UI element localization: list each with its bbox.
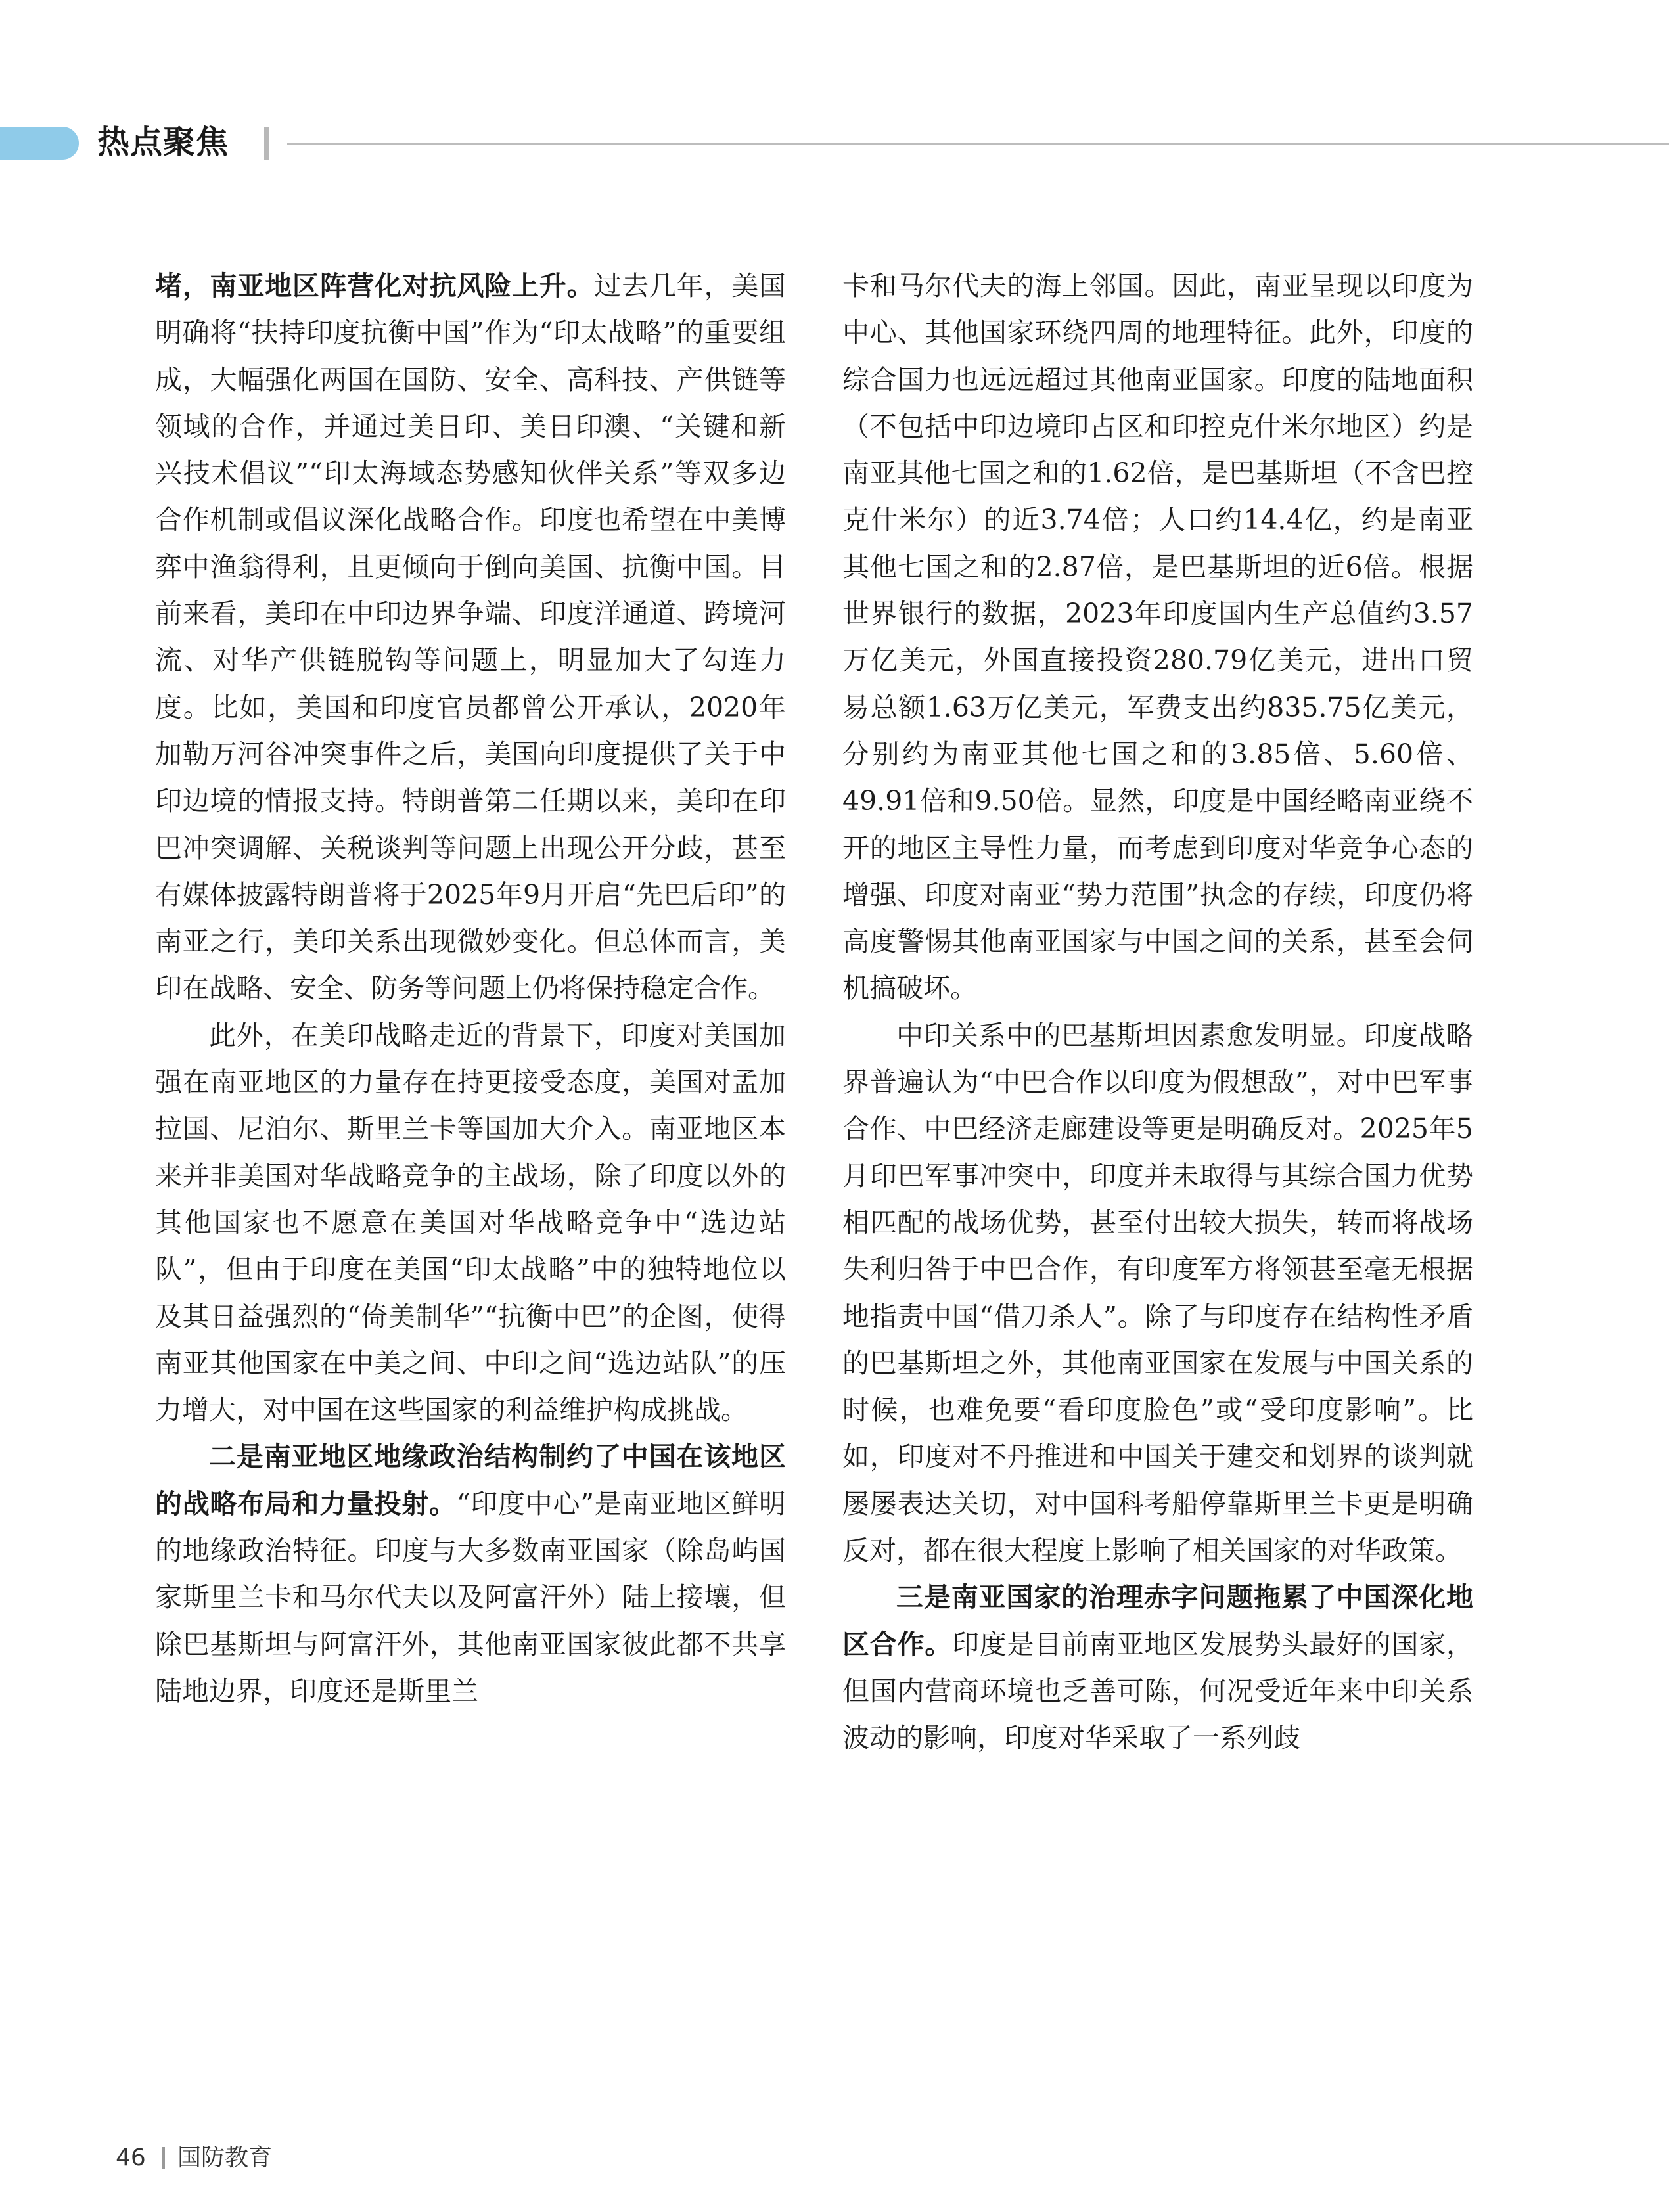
paragraph-lead: 三是南亚国家的治理赤字问题拖累了中国深化地区合作。 bbox=[842, 1581, 1473, 1660]
paragraph-lead: 二是南亚地区地缘政治结构制约了中国在该地区的战略布局和力量投射。 bbox=[155, 1441, 786, 1520]
header-accent-bar bbox=[0, 127, 79, 160]
section-title: 热点聚焦 bbox=[97, 124, 229, 161]
page-number: 46 bbox=[116, 2144, 146, 2171]
paragraph-text: 卡和马尔代夫的海上邻国。因此，南亚呈现以印度为中心、其他国家环绕四周的地理特征。此外，印度的综合国力也远远超过其他南亚国家。印度的陆地面积（不包括中印边境印占区和印控克什米尔地区）约是南亚其他七国之和的1.62倍，是巴基斯坦（不含巴控克什米尔）的近3.74倍；人口约14.4亿，约是南亚其他七国之和的2.87倍，是巴基斯坦的近6倍。根据世界银行的数据，2023年印度国内生产总值约3.57万亿美元，外国直接投资280.79亿美元，进出口贸易总额1.63万亿美元，军费支出约835.75亿美元，分别约为南亚其他七国之和的3.85倍、5.60倍、49.91倍和9.50倍。显然，印度是中国经略南亚绕不开的地区主导性力量，而考虑到印度对华竞争心态的增强、印度对南亚“势力范围”执念的存续，印度仍将高度警惕其他南亚国家与中国之间的关系，甚至会伺机搞破坏。 bbox=[842, 270, 1473, 1004]
paragraph bbox=[842, 263, 1473, 1012]
paragraph-text: “印度中心”是南亚地区鲜明的地缘政治特征。印度与大多数南亚国家（除岛屿国家斯里兰卡和马尔代夫以及阿富汗外）陆上接壤，但除巴基斯坦与阿富汗外，其他南亚国家彼此都不共享陆地边界，印度还是斯里兰 bbox=[155, 1487, 787, 1707]
header-divider bbox=[264, 127, 269, 160]
paragraph bbox=[842, 1574, 1473, 1761]
paragraph-text: 过去几年，美国明确将“扶持印度抗衡中国”作为“印太战略”的重要组成，大幅强化两国在国防、安全、高科技、产供链等领域的合作，并通过美日印、美日印澳、“关键和新兴技术倡议”“印太海域态势感知伙伴关系”等双多边合作机制或倡议深化战略合作。印度也希望在中美博弈中渔翁得利，且更倾向于倒向美国、抗衡中国。目前来看，美印在中印边界争端、印度洋通道、跨境河流、对华产供链脱钩等问题上，明显加大了勾连力度。比如，美国和印度官员都曾公开承认，2020年加勒万河谷冲突事件之后，美国向印度提供了关于中印边境的情报支持。特朗普第二任期以来，美印在印巴冲突调解、关税谈判等问题上出现公开分歧，甚至有媒体披露特朗普将于2025年9月开启“先巴后印”的南亚之行，美印关系出现微妙变化。但总体而言，美印在战略、安全、防务等问题上仍将保持稳定合作。 bbox=[155, 270, 787, 1004]
paragraph-text: 此外，在美印战略走近的背景下，印度对美国加强在南亚地区的力量存在持更接受态度，美国对孟加拉国、尼泊尔、斯里兰卡等国加大介入。南亚地区本来并非美国对华战略竞争的主战场，除了印度以外的其他国家也不愿意在美国对华战略竞争中“选边站队”，但由于印度在美国“印太战略”中的独特地位以及其日益强烈的“倚美制华”“抗衡中巴”的企图，使得南亚其他国家在中美之间、中印之间“选边站队”的压力增大，对中国在这些国家的利益维护构成挑战。 bbox=[155, 1019, 786, 1426]
paragraph bbox=[155, 263, 786, 1012]
header-rule bbox=[287, 143, 1669, 145]
left-column bbox=[155, 263, 786, 1715]
paragraph bbox=[842, 1012, 1473, 1575]
magazine-name: 国防教育 bbox=[177, 2144, 273, 2171]
paragraph-text: 中印关系中的巴基斯坦因素愈发明显。印度战略界普遍认为“中巴合作以印度为假想敌”，对中巴军事合作、中巴经济走廊建设等更是明确反对。2025年5月印巴军事冲突中，印度并未取得与其综合国力优势相匹配的战场优势，甚至付出较大损失，转而将战场失利归咎于中巴合作，有印度军方将领甚至毫无根据地指责中国“借刀杀人”。除了与印度存在结构性矛盾的巴基斯坦之外，其他南亚国家在发展与中国关系的时候，也难免要“看印度脸色”或“受印度影响”。比如，印度对不丹推进和中国关于建交和划界的谈判就屡屡表达关切，对中国科考船停靠斯里兰卡更是明确反对，都在很大程度上影响了相关国家的对华政策。 bbox=[842, 1019, 1473, 1567]
paragraph-text: 印度是目前南亚地区发展势头最好的国家，但国内营商环境也乏善可陈，何况受近年来中印关系波动的影响，印度对华采取了一系列歧 bbox=[842, 1628, 1474, 1754]
paragraph bbox=[155, 1433, 786, 1715]
paragraph-lead: 堵，南亚地区阵营化对抗风险上升。 bbox=[155, 270, 595, 302]
footer-divider bbox=[162, 2147, 165, 2169]
paragraph bbox=[155, 1012, 786, 1434]
right-column bbox=[842, 263, 1473, 1762]
